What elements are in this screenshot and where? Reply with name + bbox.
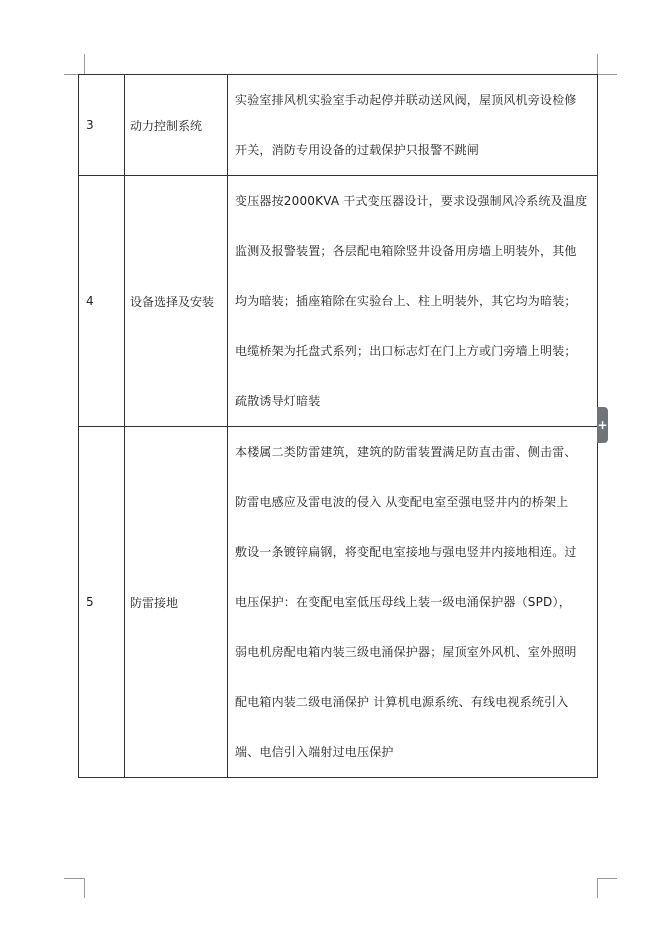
description-line: 疏散诱导灯暗装: [235, 394, 321, 408]
description-line: 开关，消防专用设备的过载保护只报警不跳闸: [235, 143, 480, 157]
row-description: [228, 427, 598, 778]
description-line: 端、电信引入端射过电压保护: [235, 745, 394, 759]
side-panel-tab[interactable]: [597, 407, 608, 443]
row-number: 3: [79, 75, 125, 176]
description-line: 电压保护：在变配电室低压母线上装一级电涌保护器（SPD），: [235, 595, 571, 609]
description-line: 弱电机房配电箱内装三级电涌保护器；屋顶室外风机、室外照明: [235, 645, 577, 659]
crop-mark-top-right-v: [597, 54, 598, 74]
description-line: 监测及报警装置；各层配电箱除竖井设备用房墙上明装外，其他: [235, 244, 577, 258]
description-line: 防雷电感应及雷电波的侵入 从变配电室至强电竖井内的桥架上: [235, 495, 569, 509]
description-line: 均为暗装；插座箱除在实验台上、柱上明装外，其它均为暗装；: [235, 294, 577, 308]
crop-mark-bottom-right-h: [597, 878, 617, 879]
crop-mark-bottom-left-v: [84, 878, 85, 898]
row-title: 动力控制系统: [125, 75, 228, 176]
crop-mark-top-left-v: [84, 54, 85, 74]
crop-mark-bottom-right-v: [597, 878, 598, 898]
plus-icon[interactable]: +: [597, 418, 608, 432]
crop-mark-bottom-left-h: [64, 878, 84, 879]
table-row: [79, 176, 598, 427]
row-title: 防雷接地: [125, 427, 228, 778]
row-number: 4: [79, 176, 125, 427]
description-line: 变压器按2000KVA 干式变压器设计，要求设强制风冷系统及温度: [235, 194, 588, 208]
description-line: 敷设一条镀锌扁钢，将变配电室接地与强电竖井内接地相连。过: [235, 545, 577, 559]
table-row: [79, 427, 598, 778]
crop-mark-top-right-h: [597, 74, 617, 75]
row-description: [228, 176, 598, 427]
description-line: 本楼属二类防雷建筑，建筑的防雷装置满足防直击雷、侧击雷、: [235, 445, 577, 459]
description-line: 配电箱内装二级电涌保护 计算机电源系统、有线电视系统引入: [235, 695, 569, 709]
table-row: [79, 75, 598, 176]
description-line: 实验室排风机实验室手动起停并联动送风阀，屋顶风机旁设检修: [235, 93, 577, 107]
row-title: 设备选择及安装: [125, 176, 228, 427]
row-number: 5: [79, 427, 125, 778]
spec-table: [78, 74, 598, 778]
row-description: [228, 75, 598, 176]
description-line: 电缆桥架为托盘式系列；出口标志灯在门上方或门旁墙上明装；: [235, 344, 577, 358]
